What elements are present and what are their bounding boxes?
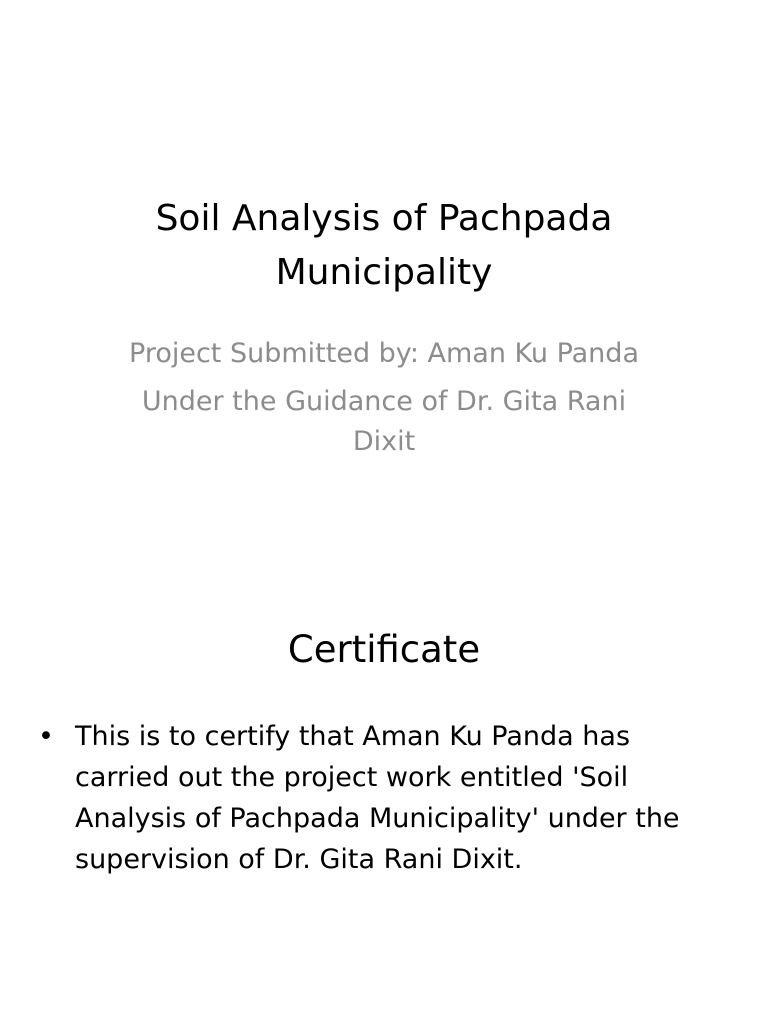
guidance-line: Under the Guidance of Dr. Gita Rani Dixit — [141, 386, 627, 457]
list-item — [38, 716, 718, 880]
bullet-icon: • — [38, 721, 54, 752]
submitted-by-line: Project Submitted by: Aman Ku Panda — [129, 338, 639, 369]
bullet-list — [38, 716, 718, 880]
slide-title: Soil Analysis of Pachpada Municipality — [155, 198, 613, 293]
certificate-title: Certificate — [287, 628, 481, 671]
certificate-slide — [0, 512, 768, 1024]
bullet-text: This is to certify that Aman Ku Panda has carried out the project work entitled 'Soil Analysis of Pachpada Municipality' under the supervision of Dr. Gita Rani Dixit. — [75, 721, 680, 875]
slide-subtitle — [115, 334, 653, 470]
